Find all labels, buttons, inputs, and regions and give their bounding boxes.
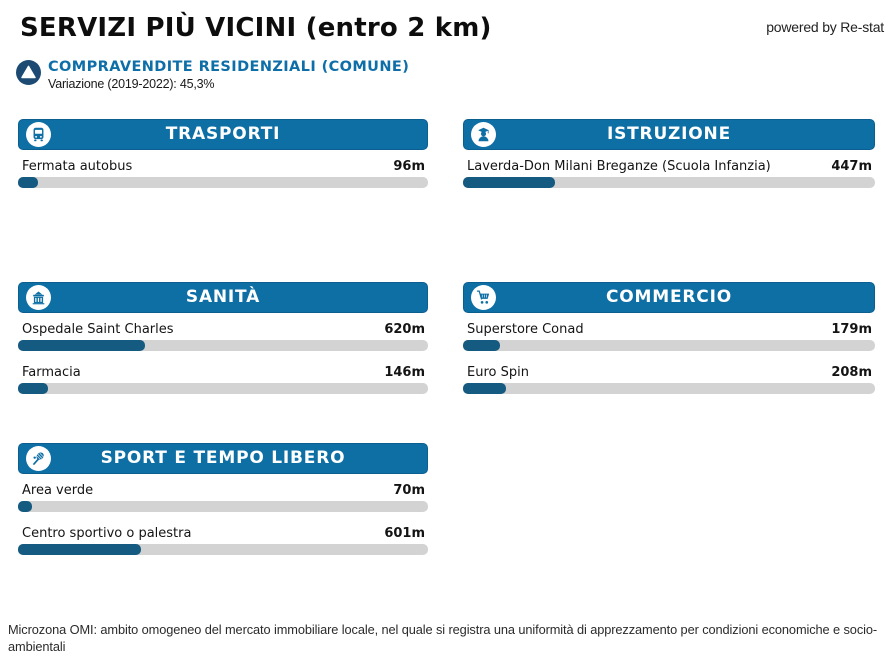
section-sanita-header bbox=[18, 282, 428, 313]
graduate-icon bbox=[471, 122, 496, 147]
section-sport-header bbox=[18, 443, 428, 474]
distance-bar-fill bbox=[463, 383, 506, 394]
service-distance: 96m bbox=[393, 159, 425, 174]
section-sanita bbox=[18, 282, 428, 394]
distance-bar bbox=[463, 340, 875, 351]
distance-bar-fill bbox=[463, 340, 500, 351]
distance-bar-fill bbox=[18, 501, 32, 512]
market-variation: Variazione (2019-2022): 45,3% bbox=[48, 77, 215, 91]
section-trasporti-header bbox=[18, 119, 428, 150]
distance-bar-fill bbox=[18, 340, 145, 351]
powered-by-credit: powered by Re-stat bbox=[766, 19, 884, 35]
shopping-cart-icon bbox=[471, 285, 496, 310]
bus-icon bbox=[26, 122, 51, 147]
page-title: SERVIZI PIÙ VICINI (entro 2 km) bbox=[20, 13, 492, 43]
footer-note: Microzona OMI: ambito omogeneo del mercato immobiliare locale, nel quale si registra una uniformità di apprezzamento per condizioni economiche e socio-ambientali bbox=[8, 622, 878, 654]
service-label: Superstore Conad bbox=[467, 322, 584, 337]
service-label: Centro sportivo o palestra bbox=[22, 526, 192, 541]
service-label: Laverda-Don Milani Breganze (Scuola Infanzia) bbox=[467, 159, 771, 174]
distance-bar bbox=[463, 177, 875, 188]
service-item bbox=[18, 364, 428, 394]
service-label: Ospedale Saint Charles bbox=[22, 322, 174, 337]
service-item bbox=[463, 321, 875, 351]
service-item bbox=[18, 482, 428, 512]
hospital-icon bbox=[26, 285, 51, 310]
tennis-racket-icon bbox=[26, 446, 51, 471]
service-item bbox=[18, 321, 428, 351]
distance-bar bbox=[18, 501, 428, 512]
section-commercio-header bbox=[463, 282, 875, 313]
service-distance: 179m bbox=[831, 322, 872, 337]
service-distance: 601m bbox=[384, 526, 425, 541]
service-distance: 447m bbox=[831, 159, 872, 174]
service-item bbox=[463, 364, 875, 394]
section-title: SANITÀ bbox=[185, 286, 261, 307]
service-distance: 620m bbox=[384, 322, 425, 337]
section-sport bbox=[18, 443, 428, 555]
section-title: SPORT E TEMPO LIBERO bbox=[100, 447, 346, 468]
service-distance: 70m bbox=[393, 483, 425, 498]
service-label: Area verde bbox=[22, 483, 94, 498]
section-istruzione bbox=[463, 119, 875, 188]
distance-bar bbox=[18, 340, 428, 351]
distance-bar bbox=[18, 544, 428, 555]
service-item bbox=[463, 158, 875, 188]
market-summary bbox=[16, 59, 893, 92]
service-item bbox=[18, 525, 428, 555]
service-distance: 146m bbox=[384, 365, 425, 380]
service-label: Fermata autobus bbox=[22, 159, 133, 174]
distance-bar-fill bbox=[463, 177, 555, 188]
section-title: COMMERCIO bbox=[606, 286, 732, 307]
service-item bbox=[18, 158, 428, 188]
distance-bar bbox=[18, 177, 428, 188]
section-title: ISTRUZIONE bbox=[606, 123, 731, 144]
triangle-badge-icon bbox=[16, 60, 41, 85]
section-title: TRASPORTI bbox=[165, 123, 281, 144]
service-distance: 208m bbox=[831, 365, 872, 380]
sections-grid bbox=[18, 119, 875, 555]
service-label: Farmacia bbox=[22, 365, 81, 380]
distance-bar-fill bbox=[18, 383, 48, 394]
distance-bar bbox=[18, 383, 428, 394]
service-label: Euro Spin bbox=[467, 365, 529, 380]
market-summary-title: COMPRAVENDITE RESIDENZIALI (COMUNE) bbox=[48, 59, 410, 75]
distance-bar bbox=[463, 383, 875, 394]
section-trasporti bbox=[18, 119, 428, 188]
section-istruzione-header bbox=[463, 119, 875, 150]
section-commercio bbox=[463, 282, 875, 394]
distance-bar-fill bbox=[18, 544, 141, 555]
distance-bar-fill bbox=[18, 177, 38, 188]
